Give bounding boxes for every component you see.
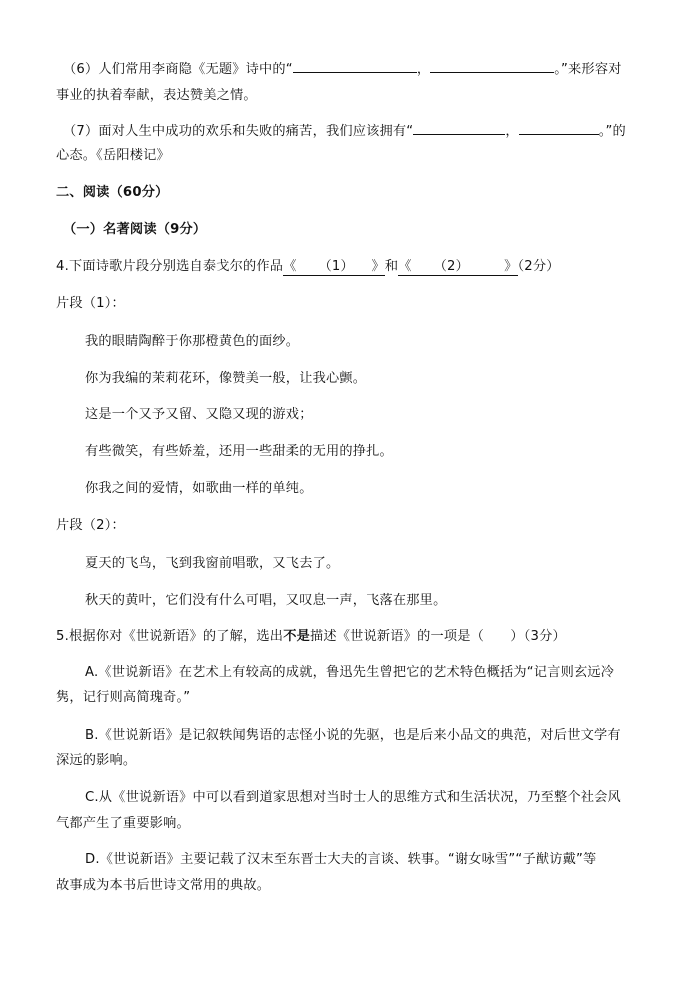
q6-line2: 事业的执着奉献，表达赞美之情。 <box>56 88 257 103</box>
q4-prefix: 4.下面诗歌片段分别选自泰戈尔的作品 <box>56 259 284 274</box>
fragment1-label: 片段（1）： <box>56 296 125 311</box>
q4-line <box>56 258 560 276</box>
q7-blank-2 <box>519 122 599 135</box>
fragment1-line: 你我之间的爱情，如歌曲一样的单纯。 <box>85 481 313 496</box>
q7-text-end: 。”的 <box>598 124 626 139</box>
fragment2-line: 夏天的飞鸟，飞到我窗前唱歌，又飞去了。 <box>85 556 340 571</box>
q6-comma: ， <box>416 62 431 77</box>
q6-blank-1 <box>293 60 417 73</box>
q5-emphasis: 不是 <box>283 629 310 644</box>
q5-option-b-line1: B.《世说新语》是记叙轶闻隽语的志怪小说的先驱，也是后来小品文的典范，对后世文学有 <box>85 728 621 743</box>
section-title-classics: （一）名著阅读（9分） <box>63 222 207 237</box>
q7-line2: 心态。《岳阳楼记》 <box>56 148 170 163</box>
fragment2-label: 片段（2）： <box>56 518 125 533</box>
q5-option-c-line1: C.从《世说新语》中可以看到道家思想对当时士人的思维方式和生活状况，乃至整个社会风 <box>85 790 621 805</box>
q4-blank-1: 《 （1） 》 <box>283 259 385 274</box>
q5-option-a-line2: 隽，记行则高简瑰奇。” <box>56 690 191 705</box>
q5-prefix: 5.根据你对《世说新语》的了解，选出 <box>56 629 284 644</box>
q4-score: （2分） <box>517 259 560 274</box>
fragment1-line: 这是一个又予又留、又隐又现的游戏； <box>85 407 313 422</box>
q5-question <box>56 628 566 646</box>
q6-text-start: （6）人们常用李商隐《无题》诗中的“ <box>63 62 293 77</box>
section-title-reading: 二、阅读（60分） <box>56 185 169 200</box>
q5-suffix: 描述《世说新语》的一项是（ ）（3分） <box>309 629 566 644</box>
q5-option-b-line2: 深远的影响。 <box>56 753 137 768</box>
fragment2-line: 秋天的黄叶，它们没有什么可唱，又叹息一声，飞落在那里。 <box>85 593 447 608</box>
q5-option-c-line2: 气都产生了重要影响。 <box>56 816 190 831</box>
q5-option-d-line1: D.《世说新语》主要记载了汉末至东晋士大夫的言谈、轶事。“谢女咏雪”“子猷访戴”等 <box>85 852 597 867</box>
fragment1-line: 有些微笑，有些娇羞，还用一些甜柔的无用的挣扎。 <box>85 444 393 459</box>
q7-blank-1 <box>413 122 505 135</box>
fragment1-line: 你为我编的茉莉花环，像赞美一般，让我心颤。 <box>85 371 367 386</box>
q5-option-a-line1: A.《世说新语》在艺术上有较高的成就，鲁迅先生曾把它的艺术特色概括为“记言则玄远冷 <box>85 665 615 680</box>
q6-blank-2 <box>430 60 554 73</box>
q4-and: 和 <box>384 259 399 274</box>
q7-line1 <box>63 122 626 141</box>
fragment1-line: 我的眼睛陶醉于你那橙黄色的面纱。 <box>85 334 300 349</box>
q6-line1 <box>63 60 622 79</box>
q5-option-d-line2: 故事成为本书后世诗文常用的典故。 <box>56 878 271 893</box>
q4-blank-2: 《 （2） 》 <box>398 259 518 274</box>
q7-comma: ， <box>505 124 519 139</box>
q6-text-end: 。”来形容对 <box>554 62 622 77</box>
q7-text-start: （7）面对人生中成功的欢乐和失败的痛苦，我们应该拥有“ <box>63 124 414 139</box>
